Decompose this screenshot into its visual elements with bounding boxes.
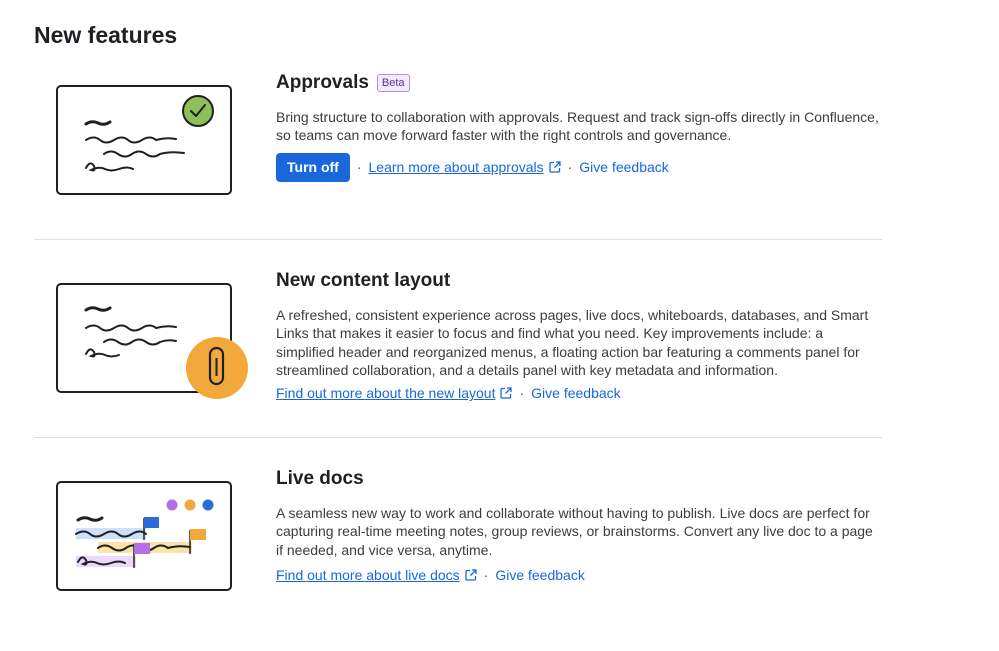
external-link-icon — [465, 569, 477, 581]
approvals-content — [276, 70, 882, 182]
external-link-icon — [549, 161, 561, 173]
approvals-illustration — [56, 84, 256, 214]
learn-more-label: Learn more about approvals — [368, 159, 544, 176]
separator-dot: · — [519, 385, 525, 402]
feature-title: Approvals — [276, 72, 369, 93]
live-docs-content — [276, 466, 882, 583]
content-layout-illustration — [56, 282, 256, 422]
feature-description: A refreshed, consistent experience across pages, live docs, whiteboards, databases, and Smart Links that makes it easier to focus and find what you need. Key improvements include: a simplified header and reorganized menus, a floating action bar featuring a comments panel for streamlined collaboration, and a details panel with key metadata and information. — [276, 307, 869, 378]
separator-dot: · — [356, 159, 362, 176]
feature-actions — [276, 153, 882, 182]
learn-more-live-docs-link[interactable] — [276, 567, 477, 583]
feature-actions — [276, 567, 882, 583]
learn-more-layout-link[interactable] — [276, 385, 512, 401]
section-divider — [34, 239, 882, 240]
content-layout-content — [276, 268, 882, 401]
beta-badge: Beta — [377, 74, 410, 92]
paperclip-icon — [186, 337, 248, 399]
learn-more-approvals-link[interactable] — [369, 159, 561, 175]
collaborators-icon — [167, 500, 214, 511]
page-title: New features — [34, 22, 178, 48]
give-feedback-link[interactable]: Give feedback — [495, 566, 585, 583]
feature-title: Live docs — [276, 468, 364, 489]
turn-off-button[interactable]: Turn off — [276, 153, 350, 182]
feature-actions — [276, 385, 882, 401]
feature-description: A seamless new way to work and collaborate without having to publish. Live docs are perfect for capturing real-time meeting notes, group reviews, or brainstorms. Convert any live doc to a page if needed, and vice versa, anytime. — [276, 505, 873, 558]
section-divider — [34, 437, 882, 438]
separator-dot: · — [567, 159, 573, 176]
feature-title: New content layout — [276, 270, 451, 291]
learn-more-label: Find out more about the new layout — [276, 385, 496, 402]
external-link-icon — [500, 387, 512, 399]
feature-description: Bring structure to collaboration with approvals. Request and track sign-offs directly in Confluence, so teams can move forward faster with the right controls and governance. — [276, 109, 879, 144]
live-docs-illustration — [56, 480, 256, 610]
separator-dot: · — [483, 566, 489, 583]
learn-more-label: Find out more about live docs — [276, 566, 460, 583]
give-feedback-link[interactable]: Give feedback — [531, 385, 621, 402]
give-feedback-link[interactable]: Give feedback — [579, 159, 669, 176]
check-circle-icon — [183, 96, 213, 126]
